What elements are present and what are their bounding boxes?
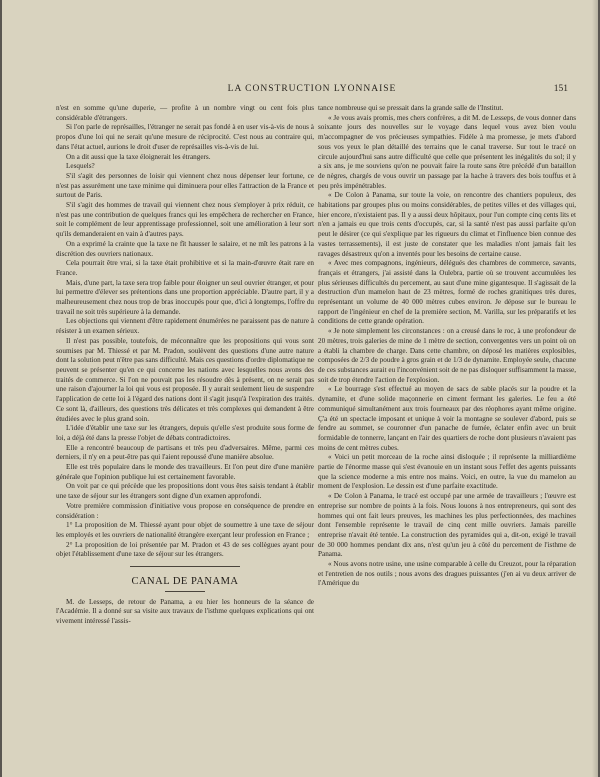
running-header — [56, 84, 568, 98]
paragraph: Mais, d'une part, la taxe sera trop faible pour éloigner un seul ouvrier étranger, et pour lui permettre d'élever ses prétentions dans une proportion appréciable. D'autre part, il y a malheureusement chez nous trop de bras inoccupés pour que, d'ici à longtemps, l'offre du travail ne soit très supérieure à la demande. — [56, 278, 314, 316]
page-number: 151 — [553, 84, 568, 94]
paragraph: S'il s'agit des personnes de loisir qui viennent chez nous dépenser leur fortune, ce n'est pas assurément une taxe minime qui diminuera pour elles l'attraction de la France et surtout de Paris. — [56, 171, 314, 200]
paragraph: n'est en somme qu'une duperie, — profite à un nombre vingt ou cent fois plus considérable d'étrangers. — [56, 104, 314, 122]
scanned-page — [2, 0, 598, 777]
paragraph: « Nous avons notre usine, une usine comparable à celle du Creuzot, pour la réparation et l'entretien de nos outils ; nous avons des dragues puissantes (j'en ai vu deux arriver de l'Amérique du — [318, 560, 576, 588]
paragraph: « Avec mes compagnons, ingénieurs, délégués des chambres de commerce, savants, français et étrangers, j'ai assisté dans la Oulebra, partie où se trouvent accumulées les plus sérieuses difficultés du percement, au saut d'une mine gigantesque. Il s'agissait de la destruction d'un mamelon haut de 23 mètres, formé de roches granitiques très dures, représentant un volume de 40 000 mètres cubes environ. Je dépose sur le bureau le rapport de l'ingénieur en chef de la première section, M. Varilla, sur les préparatifs et les conditions de cette grande opération. — [318, 259, 576, 326]
paragraph: M. de Lesseps, de retour de Panama, a eu hier les honneurs de la séance de l'Académie. Il a donné sur sa visite aux travaux de l'isthme quelques explications qui ont vivement intéressé l'assis- — [56, 597, 314, 626]
left-column — [56, 104, 314, 627]
paragraph: Elle a rencontré beaucoup de partisans et très peu d'adversaires. Même, parmi ces derniers, il n'y en a peut-être pas qui l'aient repoussé d'une manière absolue. — [56, 443, 314, 462]
section-title: CANAL DE PANAMA — [131, 576, 239, 588]
section-divider-bottom — [165, 591, 205, 592]
page-edge-shadow — [592, 0, 598, 777]
paragraph: On a dit aussi que la taxe éloignerait les étrangers. — [66, 152, 211, 161]
paragraph: « Le bourrage s'est effectué au moyen de sacs de sable placés sur la poudre et la dynamite, et d'une solide maçonnerie en ciment fermant les galeries. Le feu a été communiqué simultanément aux trois fourneaux par des réophores ayant même origine. Ç'a été un spectacle imposant et unique à voir la montagne se soulever d'abord, puis se fendre au sommet, se couronner d'un panache de fumée, éclater enfin avec un bruit formidable de tonnerre, lançant en l'air des quartiers de roche dont plusieurs n'avaient pas moins de cent mètres cubes. — [318, 385, 576, 452]
paragraph: « Je vous avais promis, mes chers confrères, a dit M. de Lesseps, de vous donner dans soixante jours des nouvelles sur le voyage dans lequel vous avez bien voulu m'accompagner de vos précieuses sympathies. Fidèle à ma promesse, je mets d'abord sous vos yeux le plan détaillé des terrains que le canal traverse. Sur tout le tracé on circule aujourd'hui sans autre difficulté que celle que présentent les inégalités du sol; il y a six ans, je me souviens qu'on ne pouvait faire la route sans être précédé d'un bataillon de nègres, chargés de vous ouvrir un passage par la hache à travers des bois touffus et à peu près impénétrables. — [318, 113, 576, 190]
paragraph: On voit par ce qui précède que les propositions dont vous êtes saisis tendant à établir une taxe de séjour sur les étrangers sont digne d'un examen approfondi. — [56, 482, 314, 501]
paragraph: Il n'est pas possible, toutefois, de méconnaître que les propositions qui vous sont soumises par M. Thiessé et par M. Pradon, soulèvent des questions d'une autre nature dont la solution peut n'être pas sans difficulté. Mais ces questions d'ordre diplomatique ne peuvent se présenter qu'en ce qui concerne les nations avec lesquelles nous avons des traités de commerce. Si l'on ne pouvait pas les résoudre dès à présent, on ne serait pas une raison d'ajourner la loi qui vous est proposée. Il y aurait seulement lieu de suspendre l'application de cette loi à l'égard des nations dont il s'agit jusqu'à l'expiration des traités. Ce sont là, d'ailleurs, des questions très délicates et très complexes qui demandent à être étudiées avec le plus grand soin. — [56, 336, 314, 423]
paragraph: Si l'on parle de représailles, l'étranger ne serait pas fondé à en user vis-à-vis de nous à propos d'une loi qui ne serait qu'une mesure de réciprocité. C'est nous au contraire qui, dans l'état actuel, aurions le droit d'user de représailles vis-à-vis de lui. — [56, 123, 314, 151]
journal-title: LA CONSTRUCTION LYONNAISE — [227, 84, 397, 94]
paragraph: « Voici un petit morceau de la roche ainsi disloquée ; il représente la milliardième partie de l'énorme masse qui s'est évanouie en un instant sous l'effet des agents puissants que la science moderne a mis entre nos mains. Voici, en outre, la vue du mamelon au moment de l'explosion. Le dessin est d'une parfaite exactitude. — [318, 453, 576, 491]
paragraph: Elle est très populaire dans le monde des travailleurs. Et l'on peut dire d'une manière générale que l'opinion publique lui est certainement favorable. — [56, 463, 314, 481]
paragraph: « Je note simplement les circonstances : on a creusé dans le roc, à une profondeur de 20 mètres, trois galeries de mine de 1 mètre de section, convergentes vers un point où on a établi la chambre de charge. Dans cette chambre, on déposé les matières explosibles, composées de 2/3 de poudre à gros grain et de 1/3 de dynamite. Employée seule, chacune de ces substances aurait eu l'inconvénient soit de ne pas disloquer suffisamment la masse, soit de trop étendre l'action de l'explosion. — [318, 327, 576, 384]
paragraph: 1° La proposition de M. Thiessé ayant pour objet de soumettre à une taxe de séjour les employés et les ouvriers de nationalité étrangère exerçant leur profession en France ; — [56, 521, 314, 539]
paragraph: On a exprimé la crainte que la taxe ne fît hausser le salaire, et ne mît les patrons à la discrétion des ouvriers nationaux. — [56, 239, 314, 258]
paragraph: tance nombreuse qui se pressait dans la grande salle de l'Institut. — [318, 104, 504, 112]
section-divider-top — [130, 566, 240, 567]
paragraph: Les objections qui viennent d'être rapidement énumérées ne paraissent pas de nature à résister à un examen sérieux. — [56, 317, 314, 336]
paragraph: 2° La proposition de loi présentée par M. Pradon et 43 de ses collègues ayant pour objet l'établissement d'une taxe de séjour sur les étrangers. — [56, 540, 314, 559]
right-column — [318, 104, 576, 589]
paragraph: « De Colon à Panama, le tracé est occupé par une armée de travailleurs ; l'œuvre est entreprise sur nombre de points à la fois. Nous louons à nos entrepreneurs, qui sont des hommes qui ont fait leurs preuves, les machines les plus perfectionnées, des machines dont l'ensemble représente le travail de cinq cent mille ouvriers. Jamais pareille entreprise n'avait été tentée. La construction des pyramides qui a, dit-on, exigé le travail de 30 000 hommes pendant dix ans, n'est qu'un jeu à côté du percement de l'isthme de Panama. — [318, 492, 576, 559]
paragraph: L'idée d'établir une taxe sur les étrangers, depuis qu'elle s'est produite sous forme de loi, a déjà été dans la presse l'objet de débats contradictoires. — [56, 424, 314, 442]
paragraph: S'il s'agit des hommes de travail qui viennent chez nous s'employer à prix réduit, ce n'est pas une contribution de quelques francs qui les empêchera de rechercher en France, soit le complément de leur apprentissage professionnel, soit une amélioration à leur sort qu'ils demanderaient en vain à d'autres pays. — [56, 201, 314, 239]
paragraph: Votre première commission d'initiative vous propose en conséquence de prendre en considération : — [56, 501, 314, 520]
paragraph: Cela pourrait être vrai, si la taxe était prohibitive et si la main-d'œuvre était rare en France. — [56, 259, 314, 277]
paragraph: Lesquels? — [66, 162, 95, 171]
paragraph: « De Colon à Panama, sur toute la voie, on rencontre des chantiers populeux, des habitations par groupes plus ou moins considérables, de petites villes et des villages qui, hier encore, n'existaient pas. Il y a aussi deux hôpitaux, pour l'un compte cinq cents lits et n'en a jamais eu que trois cents d'occupés, car, si la santé n'est pas aussi parfaite qu'on peut le désirer (ce qui s'explique par les rigueurs du climat et l'influence bien connue des vastes terrassements), il est juste de constater que les maladies n'ont jamais fait les ravages désastreux qu'on a inventés pour les besoins de certaine cause. — [318, 191, 576, 258]
